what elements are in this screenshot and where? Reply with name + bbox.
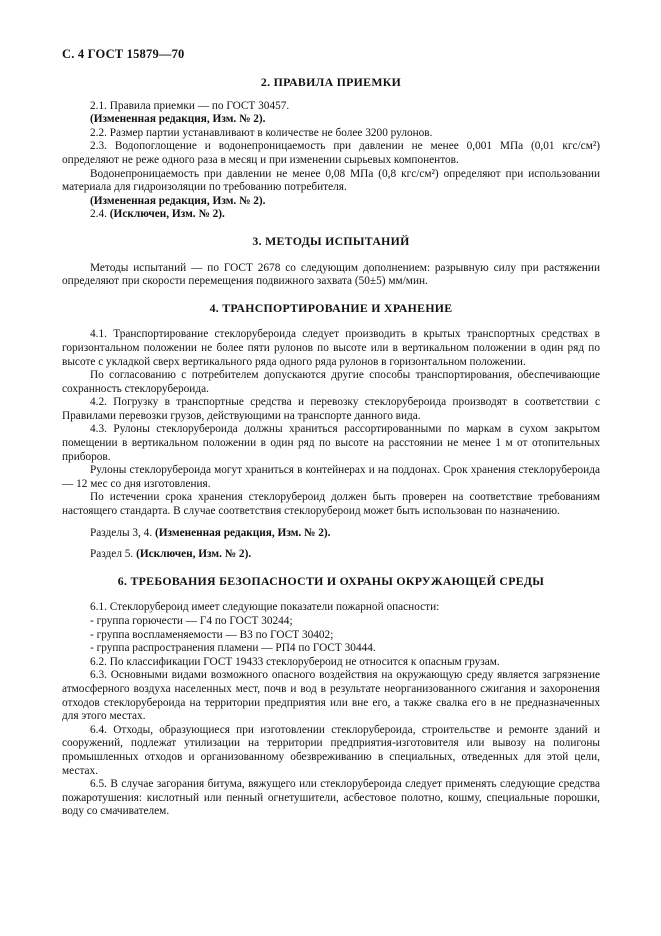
list-item: - группа горючести — Г4 по ГОСТ 30244; — [90, 615, 293, 627]
clause-2-3-paragraph: Водонепроницаемость при давлении не менее 0,08 МПа (0,8 кгс/см²) определяют при использовании материала для гидроизоляции по требованию потребителя. — [62, 167, 600, 194]
clause-4-1-paragraph: По согласованию с потребителем допускаются другие способы транспортирования, обеспечивающие сохранность стеклорубероида. — [62, 369, 600, 395]
amendment-note-1-bold: (Измененная редакция, Изм. № 2). — [154, 526, 331, 539]
clause-2-4-number: 2.4. — [90, 208, 107, 221]
clause-2-1: 2.1. Правила приемки — по ГОСТ 30457. — [90, 99, 290, 112]
document-body — [62, 76, 600, 819]
clause-2-4 — [62, 208, 600, 222]
clause-6-5: 6.5. В случае загорания битума, вяжущего или стеклорубероида следует применять следующие средства пожаротушения: кислотный или пенный огнетушители, асбестовое полотно, кошму, специальные порошки, воду со смачивателем. — [62, 778, 600, 818]
clause-6-4: 6.4. Отходы, образующиеся при изготовлении стеклорубероида, строительстве и ремонте зданий и сооружений, подлежат утилизации на территории предприятия-изготовителя или вывозу на полигоны промышленных отходов и организованному обезвреживанию в специальных, отведенных для этой цели, местах. — [62, 723, 600, 777]
clause-6-2: 6.2. По классификации ГОСТ 19433 стеклорубероид не относится к опасным грузам. — [90, 655, 500, 668]
clause-2-4-note: (Исключен, Изм. № 2). — [109, 208, 225, 221]
clause-2-3-note: (Измененная редакция, Изм. № 2). — [90, 194, 266, 207]
page-header: С. 4 ГОСТ 15879—70 — [62, 47, 185, 61]
clause-4-2: 4.2. Погрузку в транспортные средства и перевозку стеклорубероида производят в соответствии с Правилами перевозки грузов, действующими на транспорте данного вида. — [62, 396, 600, 422]
section-4-title: 4. ТРАНСПОРТИРОВАНИЕ И ХРАНЕНИЕ — [209, 300, 453, 315]
section-3-paragraph: Методы испытаний — по ГОСТ 2678 со следующим дополнением: разрывную силу при растяжении определяют при скорости перемещения подвижного захвата (50±5) мм/мин. — [62, 261, 600, 288]
section-3-title: 3. МЕТОДЫ ИСПЫТАНИЙ — [252, 233, 410, 248]
clause-4-3: 4.3. Рулоны стеклорубероида должны храниться рассортированными по маркам в сухом закрытом помещении в вертикальном положении в один ряд по высоте на расстоянии не менее 1 м от отопительных приборов. — [62, 423, 600, 463]
section-2-title: 2. ПРАВИЛА ПРИЕМКИ — [260, 75, 402, 89]
clause-4-1: 4.1. Транспортирование стеклорубероида следует производить в крытых транспортных средствах в горизонтальном положении не более пяти рулонов по высоте или в вертикальном положении в один ряд по высоте с укладкой сверх вертикального ряда одного ряда рулонов в горизонтальном положении. — [62, 328, 600, 368]
clause-6-1: 6.1. Стеклорубероид имеет следующие показатели пожарной опасности: — [90, 601, 440, 614]
clause-2-2: 2.2. Размер партии устанавливают в количестве не более 3200 рулонов. — [90, 126, 433, 139]
amendment-note-section-5 — [62, 548, 600, 562]
clause-4-3-paragraph-1: Рулоны стеклорубероида могут храниться в контейнерах и на поддонах. Срок хранения стеклорубероида — 12 мес со дня изготовления. — [62, 464, 600, 490]
amendment-note-1-text: Разделы 3, 4. — [90, 526, 153, 539]
amendment-note-2-text: Раздел 5. — [90, 548, 134, 561]
clause-2-3: 2.3. Водопоглощение и водонепроницаемость при давлении не менее 0,001 МПа (0,01 кгс/см²) определяют не реже одного раза в месяц и при изменении сырьевых компонентов. — [62, 140, 600, 166]
list-item: - группа распространения пламени — РП4 по ГОСТ 30444. — [90, 642, 376, 655]
clause-6-3: 6.3. Основными видами возможного опасного воздействия на окружающую среду является загрязнение атмосферного воздуха населенных мест, почв и вод в результате неорганизованного сжигания и захоронения отходов стеклорубероида на территории предприятия или вне его, а также свалка его в не предназначенных для этого местах. — [62, 669, 600, 723]
clause-2-1-note: (Измененная редакция, Изм. № 2). — [90, 113, 266, 126]
amendment-note-sections-3-4 — [62, 527, 600, 541]
clause-4-3-paragraph-2: По истечении срока хранения стеклорубероид должен быть проверен на соответствие требованиям настоящего стандарта. В случае соответствия стеклорубероид может быть использован по назначению. — [62, 491, 600, 518]
list-item: - группа воспламеняемости — В3 по ГОСТ 30402; — [90, 628, 334, 641]
amendment-note-2-bold: (Исключен, Изм. № 2). — [136, 548, 252, 561]
section-6-title: 6. ТРЕБОВАНИЯ БЕЗОПАСНОСТИ И ОХРАНЫ ОКРУЖАЮЩЕЙ СРЕДЫ — [117, 573, 545, 588]
